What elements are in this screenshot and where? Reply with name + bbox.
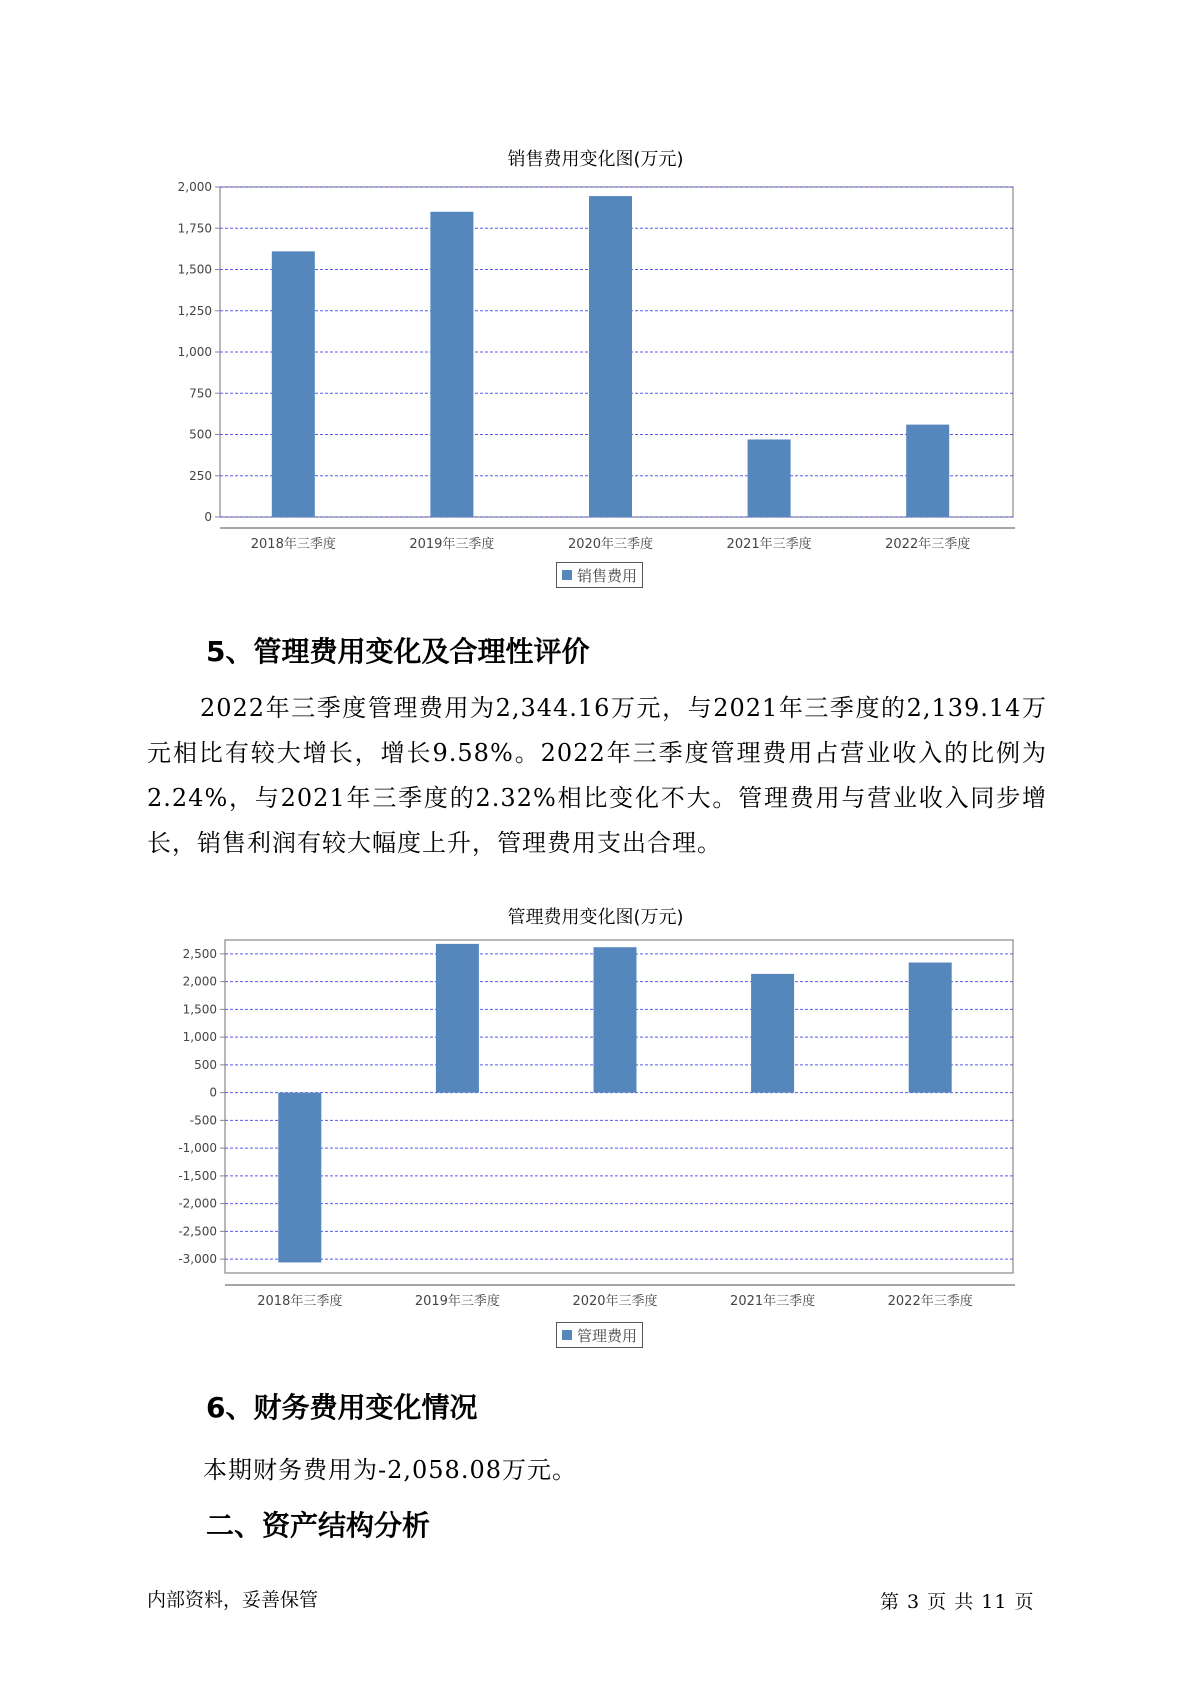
bar-2021年三季度	[751, 974, 794, 1093]
bar-2020年三季度	[594, 947, 637, 1092]
y-tick-label: 1,500	[182, 1002, 217, 1017]
y-tick-label: -1,500	[178, 1168, 217, 1183]
x-tick-label: 2019年三季度	[414, 1294, 500, 1309]
y-tick-label: -1,000	[178, 1141, 217, 1156]
y-tick-label: 500	[194, 1057, 217, 1072]
section6-text: 本期财务费用为-2,058.08万元。	[203, 1456, 577, 1484]
x-tick-label: 2020年三季度	[567, 537, 654, 552]
x-tick-label: 2018年三季度	[250, 537, 336, 552]
y-tick-label: 1,000	[177, 345, 212, 359]
y-tick-label: -3,000	[178, 1252, 217, 1267]
x-tick-label: 2021年三季度	[730, 1294, 816, 1309]
x-tick-label: 2020年三季度	[572, 1294, 658, 1309]
legend-label: 管理费用	[577, 1326, 638, 1345]
y-tick-label: 1,000	[182, 1030, 217, 1045]
legend-label: 销售费用	[577, 566, 638, 585]
y-tick-label: 2,000	[177, 180, 212, 194]
section6-heading: 6、财务费用变化情况	[206, 1391, 478, 1424]
y-tick-label: 1,500	[177, 262, 212, 277]
footer-page-number: 第 3 页 共 11 页	[880, 1591, 1035, 1613]
legend-swatch	[562, 1330, 572, 1340]
y-tick-label: 250	[189, 468, 212, 483]
admin-expense-chart-title: 管理费用变化图(万元)	[507, 907, 684, 928]
sales-expense-chart-title: 销售费用变化图(万元)	[507, 149, 684, 170]
x-tick-label: 2022年三季度	[887, 1294, 973, 1309]
bar-2019年三季度	[436, 944, 479, 1093]
y-tick-label: 1,250	[177, 303, 212, 318]
x-tick-label: 2021年三季度	[726, 537, 812, 552]
bar-2018年三季度	[278, 1093, 321, 1263]
y-tick-label: 2,000	[182, 974, 217, 989]
y-tick-label: -2,000	[178, 1196, 217, 1211]
x-tick-label: 2018年三季度	[257, 1294, 343, 1309]
section5-paragraph: 2022年三季度管理费用为2,344.16万元，与2021年三季度的2,139.14万元相比有较大增长，增长9.58%。2022年三季度管理费用占营业收入的比例为2.24%，与2021年三季度的2.32%相比变化不大。管理费用与营业收入同步增长，销售利润有较大幅度上升，管理费用支出合理。	[147, 694, 1047, 857]
bar-2022年三季度	[909, 963, 952, 1093]
y-tick-label: 0	[204, 510, 212, 524]
x-tick-label: 2019年三季度	[409, 537, 495, 552]
admin-expense-legend	[556, 1322, 643, 1348]
y-tick-label: 750	[189, 386, 212, 401]
section5-heading: 5、管理费用变化及合理性评价	[206, 635, 590, 668]
y-tick-label: 1,750	[177, 221, 212, 236]
y-tick-label: 500	[189, 427, 212, 442]
y-tick-label: 0	[209, 1085, 217, 1100]
footer-confidential-note: 内部资料，妥善保管	[147, 1589, 319, 1611]
y-tick-label: 2,500	[182, 946, 217, 961]
y-tick-label: -2,500	[178, 1224, 217, 1239]
section-two-heading: 二、资产结构分析	[206, 1509, 431, 1542]
y-tick-label: -500	[189, 1113, 217, 1128]
x-tick-label: 2022年三季度	[885, 537, 971, 552]
